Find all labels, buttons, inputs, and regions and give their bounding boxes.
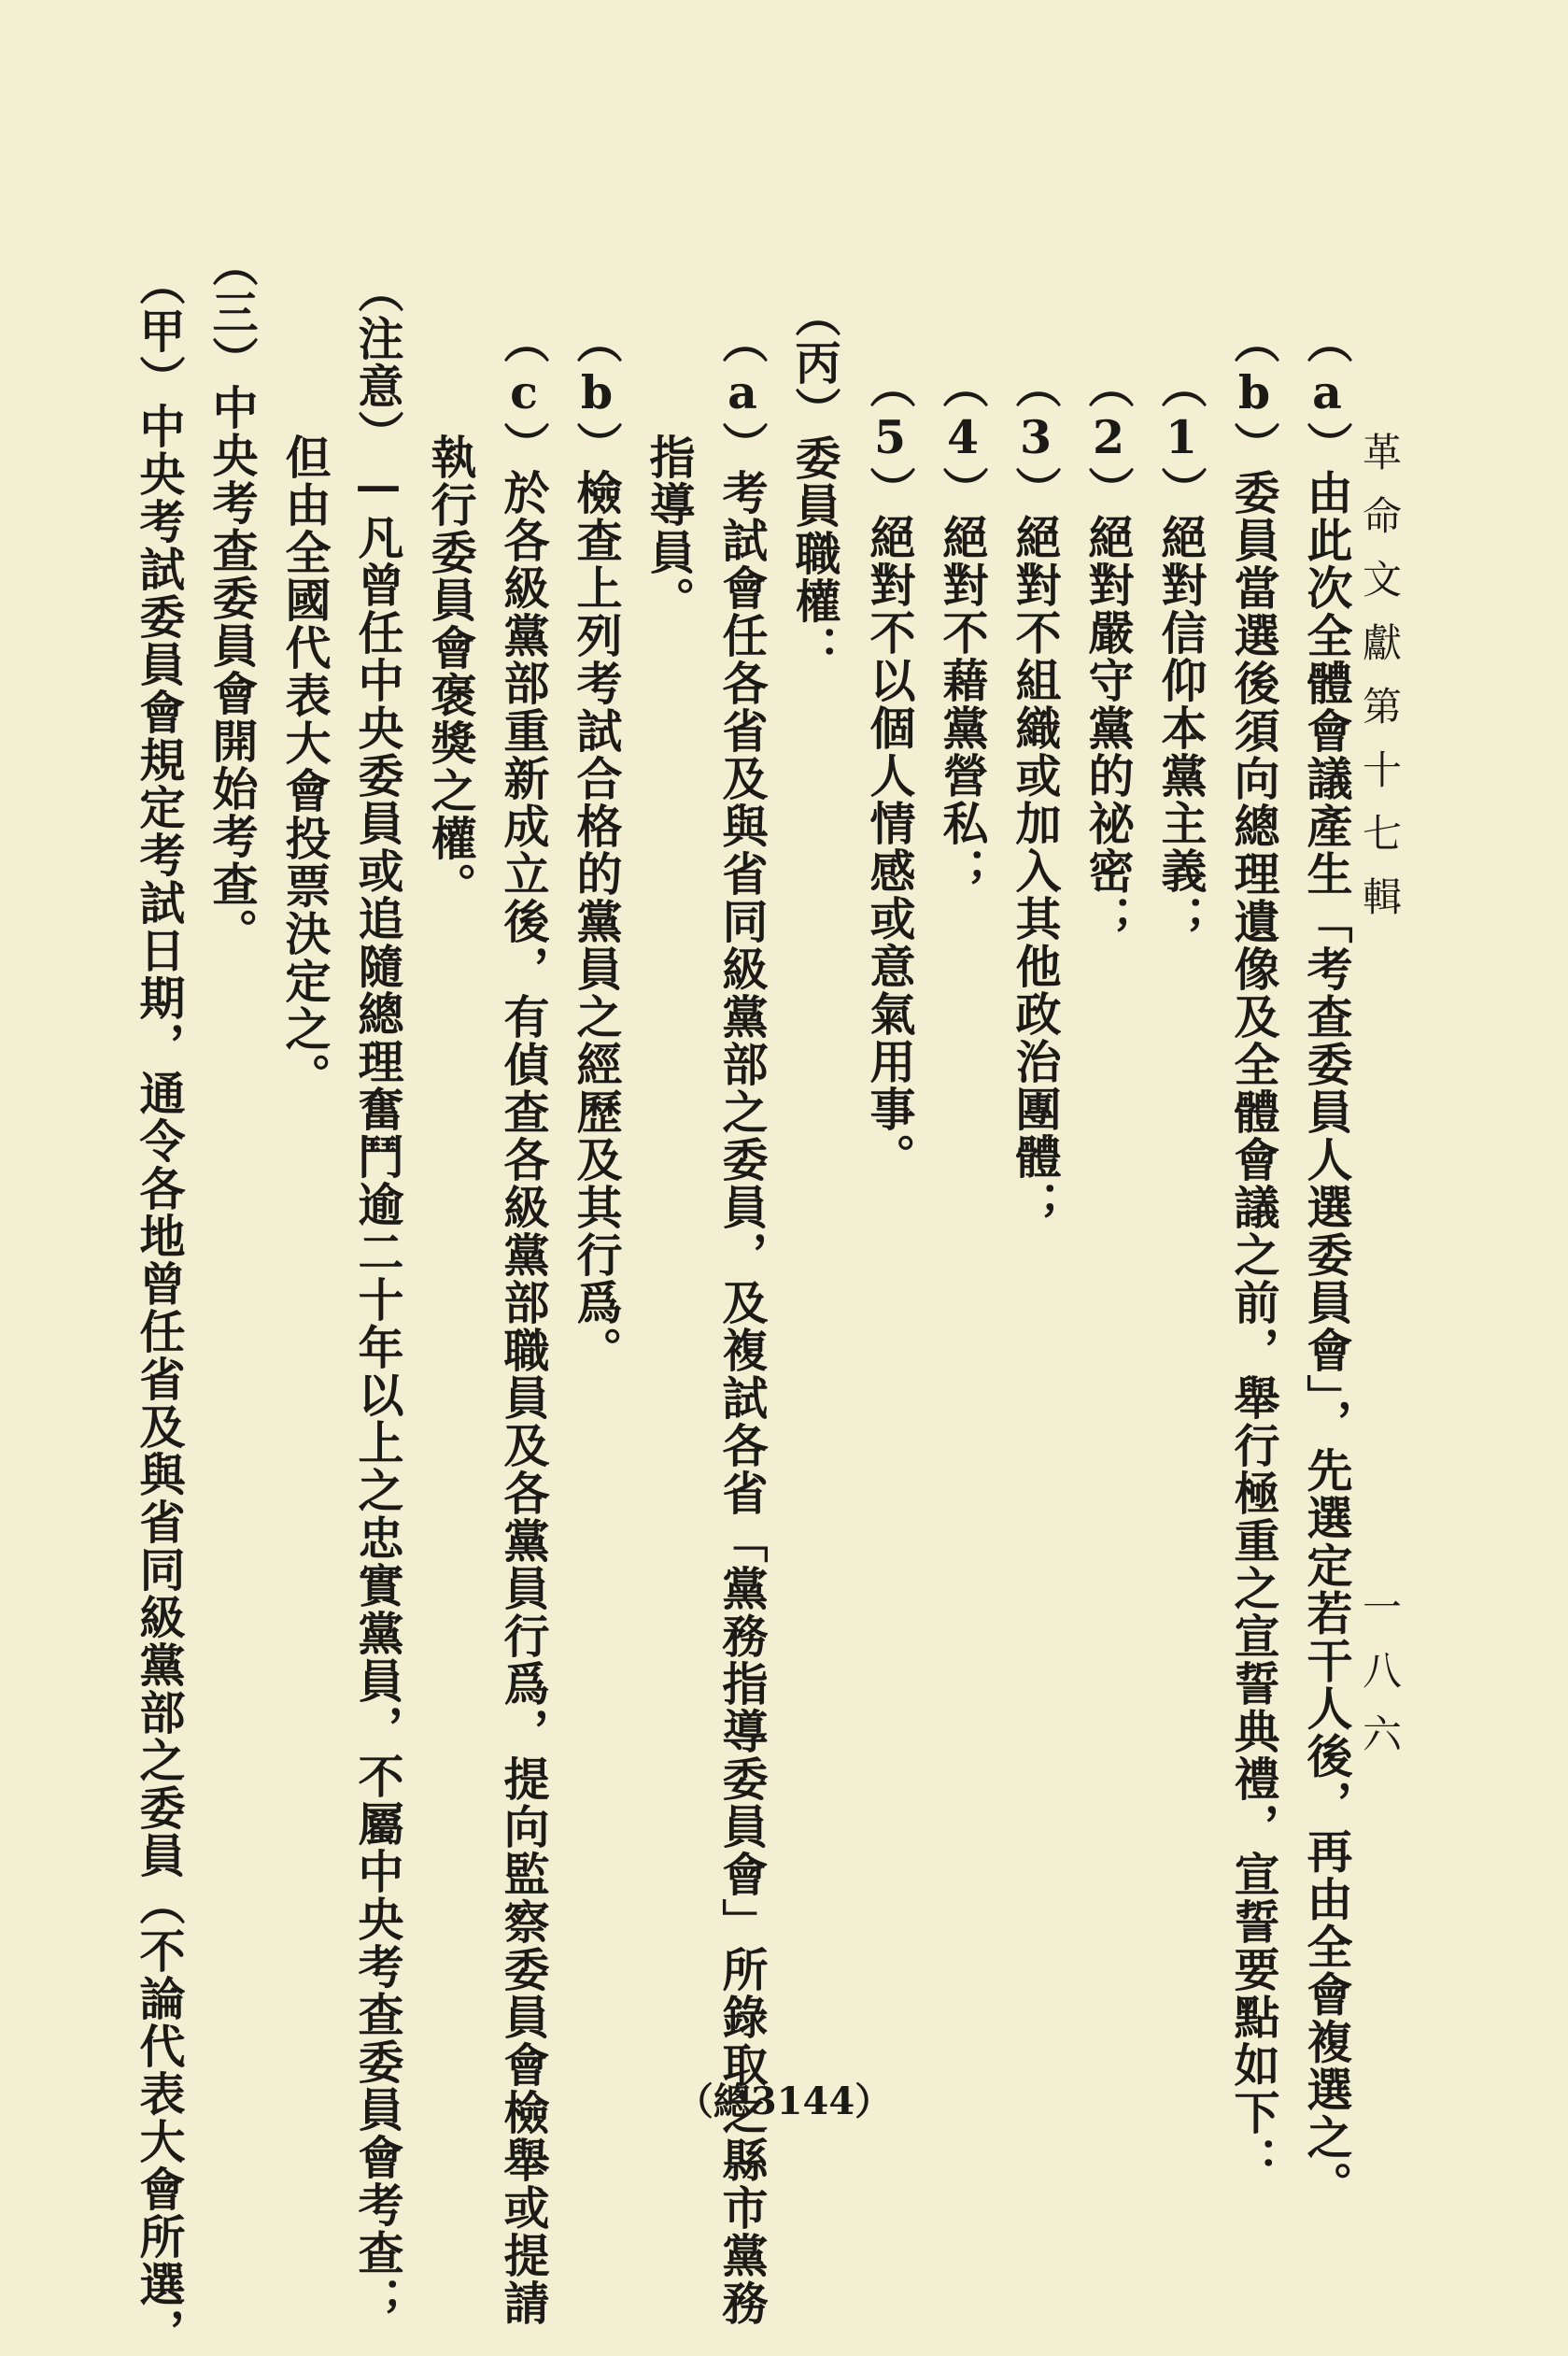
- text-line: （5）絕對不以個人情感或意氣用事。: [863, 362, 917, 1181]
- text-line: 但由全國代表大會投票決定之。: [278, 433, 332, 1100]
- text-line: （1）絕對信仰本黨主義；: [1154, 362, 1208, 943]
- text-line: 指導員。: [643, 433, 697, 624]
- text-line: （三）中央考查委員會開始考查。: [205, 241, 260, 956]
- text-line: （3）絕對不組織或加入其他政治團體；: [1009, 362, 1063, 1228]
- text-line: （丙）委員職權：: [788, 291, 842, 673]
- text-line: （b）委員當選後須向總理遺像及全體會議之前，舉行極重之宣誓典禮，宣誓要點如下：: [1227, 318, 1281, 2184]
- text-line: （注意）—凡曾任中央委員或追隨總理奮鬥逾二十年以上之忠實黨員，不屬中央考查委員會考查；: [351, 267, 405, 2324]
- text-line: （甲）中央考試委員會規定考試日期，通令各地曾任省及與省同級黨部之委員（不論代表大會所選，: [133, 260, 187, 2356]
- text-line: （a）由此次全體會議產生「考查委員人選委員會」，先選定若干人後，再由全會複選之。: [1300, 318, 1354, 2209]
- text-line: （4）絕對不藉黨營私；: [936, 362, 990, 895]
- page-number: 一八六: [1357, 1586, 1403, 1777]
- book-title: 革命文獻第十七輯: [1357, 432, 1403, 940]
- text-line: （c）於各級黨部重新成立後，有偵查各級黨部職員及各黨員行爲，提向監察委員會檢舉或提請: [497, 318, 551, 2327]
- text-line: 執行委員會褒獎之權。: [424, 433, 478, 910]
- text-line: （a）考試會任各省及與省同級黨部之委員，及複試各省「黨務指導委員會」所錄取之縣市黨務: [715, 318, 770, 2327]
- volume-page-number: （總3144）: [675, 2079, 893, 2123]
- text-line: （b）檢查上列考試合格的黨員之經歷及其行爲。: [570, 318, 624, 1374]
- text-line: （2）絕對嚴守黨的祕密；: [1081, 362, 1136, 943]
